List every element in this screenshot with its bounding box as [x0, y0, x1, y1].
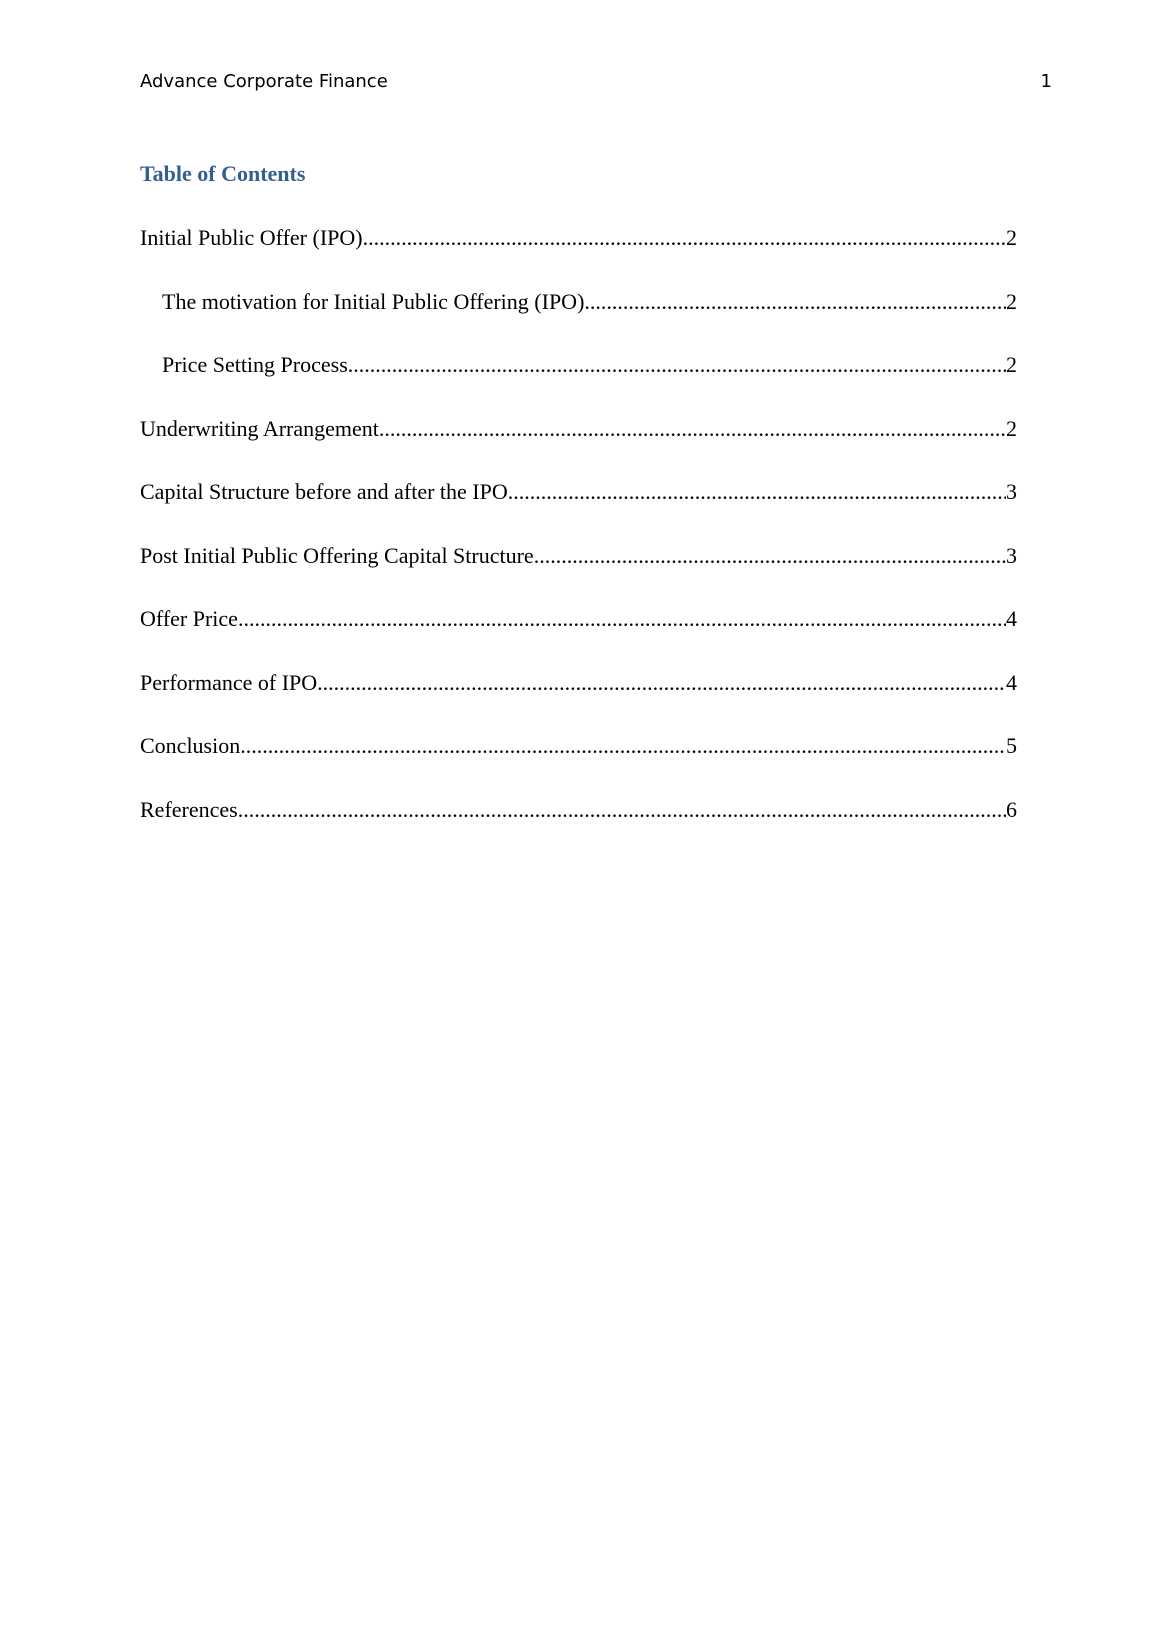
toc-leader-dots: [317, 669, 1006, 697]
toc-entry-page: 2: [1006, 415, 1017, 441]
toc-entry-label: Initial Public Offer (IPO): [140, 225, 363, 250]
toc-entry[interactable]: [140, 351, 1017, 379]
toc-entry-page: 6: [1006, 796, 1017, 822]
toc-entry-page: 3: [1006, 542, 1017, 568]
toc-leader-dots: [238, 796, 1006, 824]
toc-leader-dots: [508, 478, 1006, 506]
toc-entry[interactable]: [140, 542, 1017, 570]
toc-entry[interactable]: [140, 478, 1017, 506]
toc-leader-dots: [379, 415, 1006, 443]
toc-heading: Table of Contents: [140, 161, 306, 186]
toc-entry-label: References: [140, 796, 238, 822]
toc-entry-label: Price Setting Process: [162, 352, 348, 377]
toc-entry-page: 3: [1006, 479, 1017, 504]
toc-entry[interactable]: [140, 732, 1017, 760]
toc-entry[interactable]: [140, 669, 1017, 697]
toc-leader-dots: [534, 542, 1006, 570]
toc-entry-page: 5: [1006, 733, 1017, 758]
toc-entry-label: Conclusion: [140, 733, 241, 758]
toc-entry-label: Offer Price: [140, 606, 238, 631]
toc-entry-page: 2: [1006, 352, 1017, 377]
toc-entry-page: 4: [1006, 606, 1017, 631]
toc-leader-dots: [584, 288, 1006, 316]
toc-entry-label: Performance of IPO: [140, 669, 318, 695]
toc-entry[interactable]: [140, 415, 1017, 443]
toc-entry-page: 2: [1006, 288, 1017, 314]
toc-leader-dots: [363, 224, 1006, 252]
toc-entry-page: 2: [1006, 225, 1017, 250]
toc-entry[interactable]: [140, 288, 1017, 316]
toc-entry[interactable]: [140, 796, 1017, 824]
toc-leader-dots: [348, 351, 1006, 379]
header-title: Advance Corporate Finance: [140, 71, 388, 92]
toc-entry-label: Underwriting Arrangement: [140, 415, 379, 441]
toc-entry[interactable]: [140, 605, 1017, 633]
header-page-number: 1: [1040, 71, 1052, 92]
toc-entry-label: Post Initial Public Offering Capital Structure: [140, 542, 534, 568]
toc-entry-label: Capital Structure before and after the IPO: [140, 479, 508, 504]
toc-leader-dots: [238, 605, 1006, 633]
toc-entry-label: The motivation for Initial Public Offering (IPO): [162, 288, 585, 314]
toc-entry-page: 4: [1006, 669, 1017, 695]
toc-entry[interactable]: [140, 224, 1017, 252]
toc-leader-dots: [240, 732, 1006, 760]
page-header: [140, 69, 1052, 95]
toc-list: [140, 224, 1017, 859]
